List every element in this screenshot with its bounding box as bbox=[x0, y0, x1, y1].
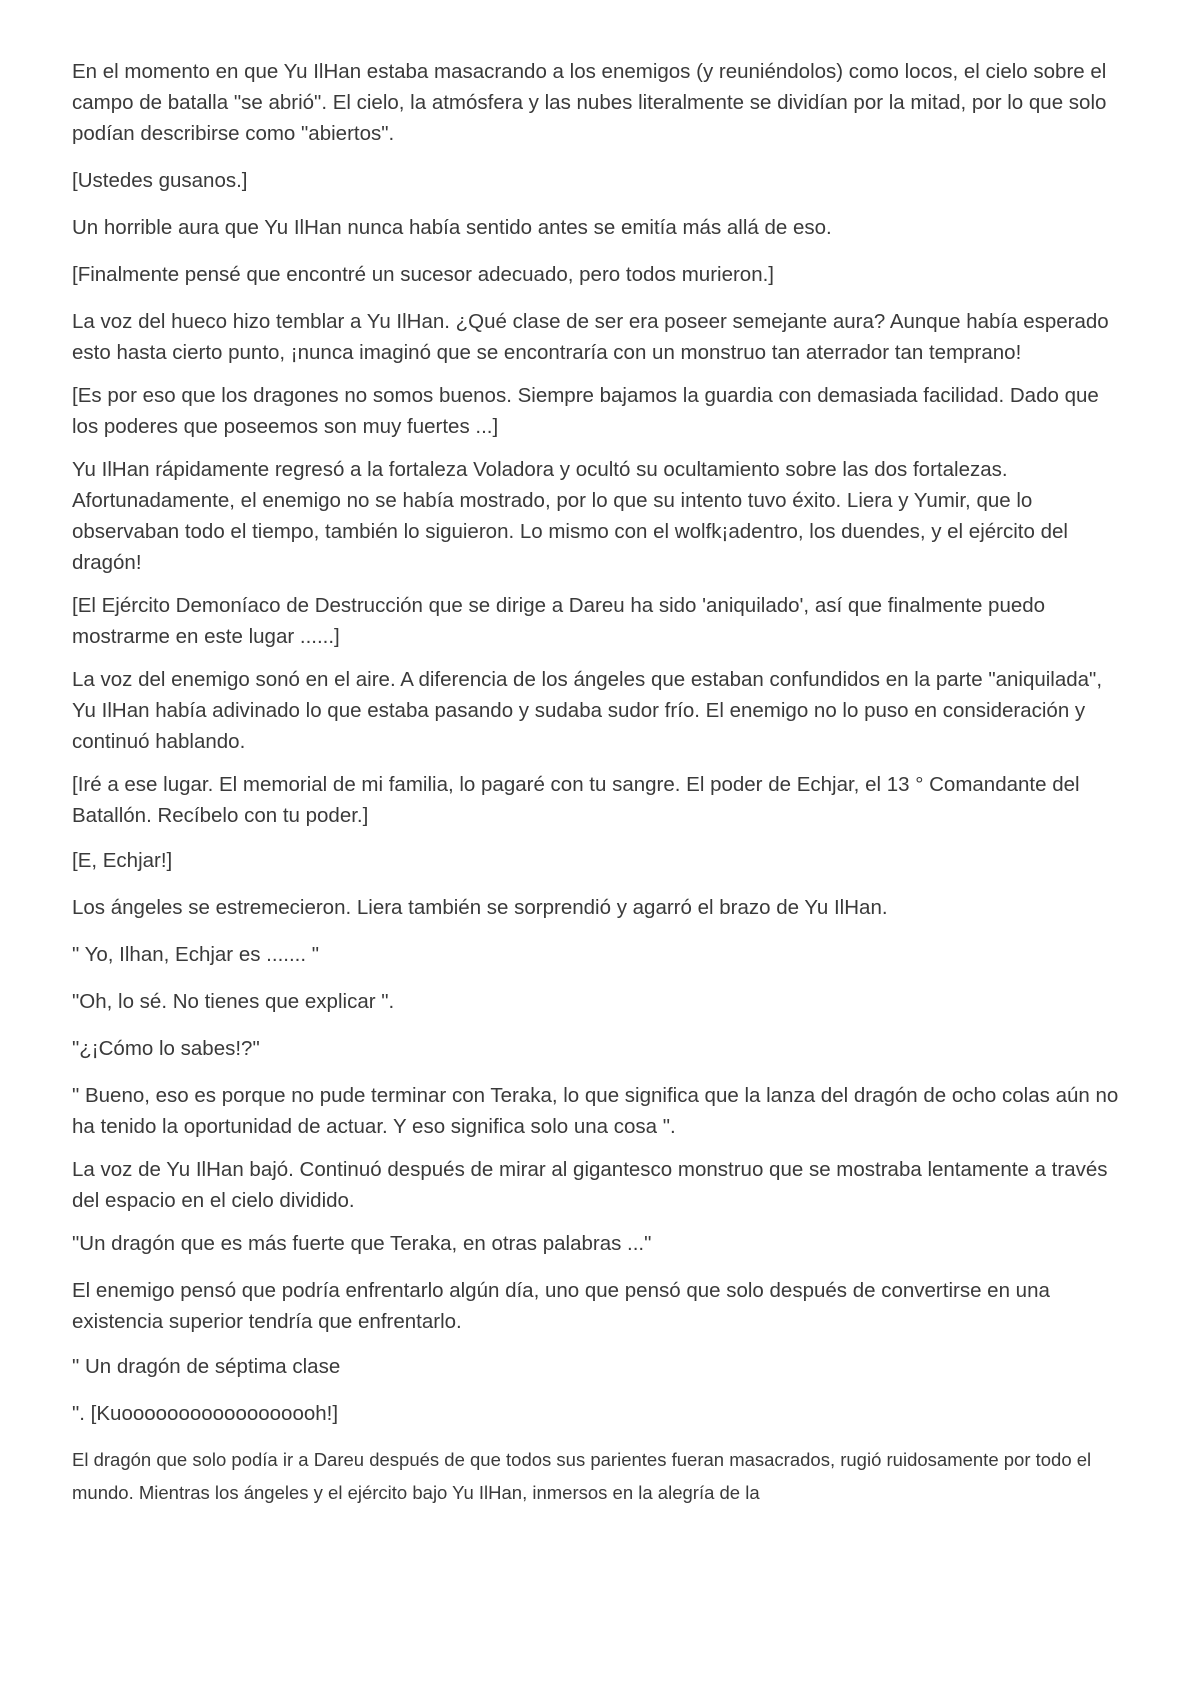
paragraph-6: [Es por eso que los dragones no somos buenos. Siempre bajamos la guardia con demasiada facilidad. Dado que los poderes que poseemos son muy fuertes ...] bbox=[72, 384, 1099, 438]
paragraph-7: Yu IlHan rápidamente regresó a la fortaleza Voladora y ocultó su ocultamiento sobre las dos fortalezas. Afortunadamente, el enemigo no se había mostrado, por lo que su intento tuvo éxito. Liera y Yumir, que lo observaban todo el tiempo, también lo siguieron. Lo mismo con el wolfk¡adentro, los duendes, y el ejército del dragón! bbox=[72, 458, 1068, 574]
document-page bbox=[72, 56, 1122, 1509]
paragraph-18: "Un dragón que es más fuerte que Teraka, en otras palabras ..." bbox=[72, 1232, 652, 1255]
paragraph-5: La voz del hueco hizo temblar a Yu IlHan. ¿Qué clase de ser era poseer semejante aura? Aunque había esperado esto hasta cierto punto, ¡nunca imaginó que se encontraría con un monstruo tan aterrador tan temprano! bbox=[72, 310, 1109, 364]
paragraph-17: La voz de Yu IlHan bajó. Continuó después de mirar al gigantesco monstruo que se mostraba lentamente a través del espacio en el cielo dividido. bbox=[72, 1158, 1108, 1212]
paragraph-11: [E, Echjar!] bbox=[72, 849, 173, 872]
paragraph-4: [Finalmente pensé que encontré un sucesor adecuado, pero todos murieron.] bbox=[72, 263, 774, 286]
paragraph-8: [El Ejército Demoníaco de Destrucción que se dirige a Dareu ha sido 'aniquilado', así que finalmente puedo mostrarme en este lugar ......] bbox=[72, 594, 1046, 648]
paragraph-13: " Yo, Ilhan, Echjar es ....... " bbox=[72, 943, 320, 966]
paragraph-10: [Iré a ese lugar. El memorial de mi familia, lo pagaré con tu sangre. El poder de Echjar, el 13 ° Comandante del Batallón. Recíbelo con tu poder.] bbox=[72, 773, 1080, 827]
paragraph-3: Un horrible aura que Yu IlHan nunca había sentido antes se emitía más allá de eso. bbox=[72, 216, 832, 239]
paragraph-19: El enemigo pensó que podría enfrentarlo algún día, uno que pensó que solo después de convertirse en una existencia superior tendría que enfrentarlo. bbox=[72, 1279, 1050, 1333]
paragraph-22: El dragón que solo podía ir a Dareu después de que todos sus parientes fueran masacrados, rugió ruidosamente por todo el mundo. Mientras los ángeles y el ejército bajo Yu IlHan, inmersos en la alegría de la bbox=[72, 1449, 1092, 1503]
paragraph-16: " Bueno, eso es porque no pude terminar con Teraka, lo que significa que la lanza del dragón de ocho colas aún no ha tenido la oportunidad de actuar. Y eso significa solo una cosa ". bbox=[72, 1084, 1119, 1138]
paragraph-21: ". [Kuoooooooooooooooooh!] bbox=[72, 1402, 339, 1425]
paragraph-14: "Oh, lo sé. No tienes que explicar ". bbox=[72, 990, 395, 1013]
paragraph-20: " Un dragón de séptima clase bbox=[72, 1355, 341, 1378]
paragraph-1: En el momento en que Yu IlHan estaba masacrando a los enemigos (y reuniéndolos) como locos, el cielo sobre el campo de batalla "se abrió". El cielo, la atmósfera y las nubes literalmente se dividían por la mitad, por lo que solo podían describirse como "abiertos". bbox=[72, 60, 1107, 145]
paragraph-9: La voz del enemigo sonó en el aire. A diferencia de los ángeles que estaban confundidos en la parte "aniquilada", Yu IlHan había adivinado lo que estaba pasando y sudaba sudor frío. El enemigo no lo puso en consideración y continuó hablando. bbox=[72, 668, 1103, 753]
paragraph-2: [Ustedes gusanos.] bbox=[72, 169, 248, 192]
paragraph-12: Los ángeles se estremecieron. Liera también se sorprendió y agarró el brazo de Yu IlHan. bbox=[72, 896, 888, 919]
paragraph-15: "¿¡Cómo lo sabes!?" bbox=[72, 1037, 260, 1060]
